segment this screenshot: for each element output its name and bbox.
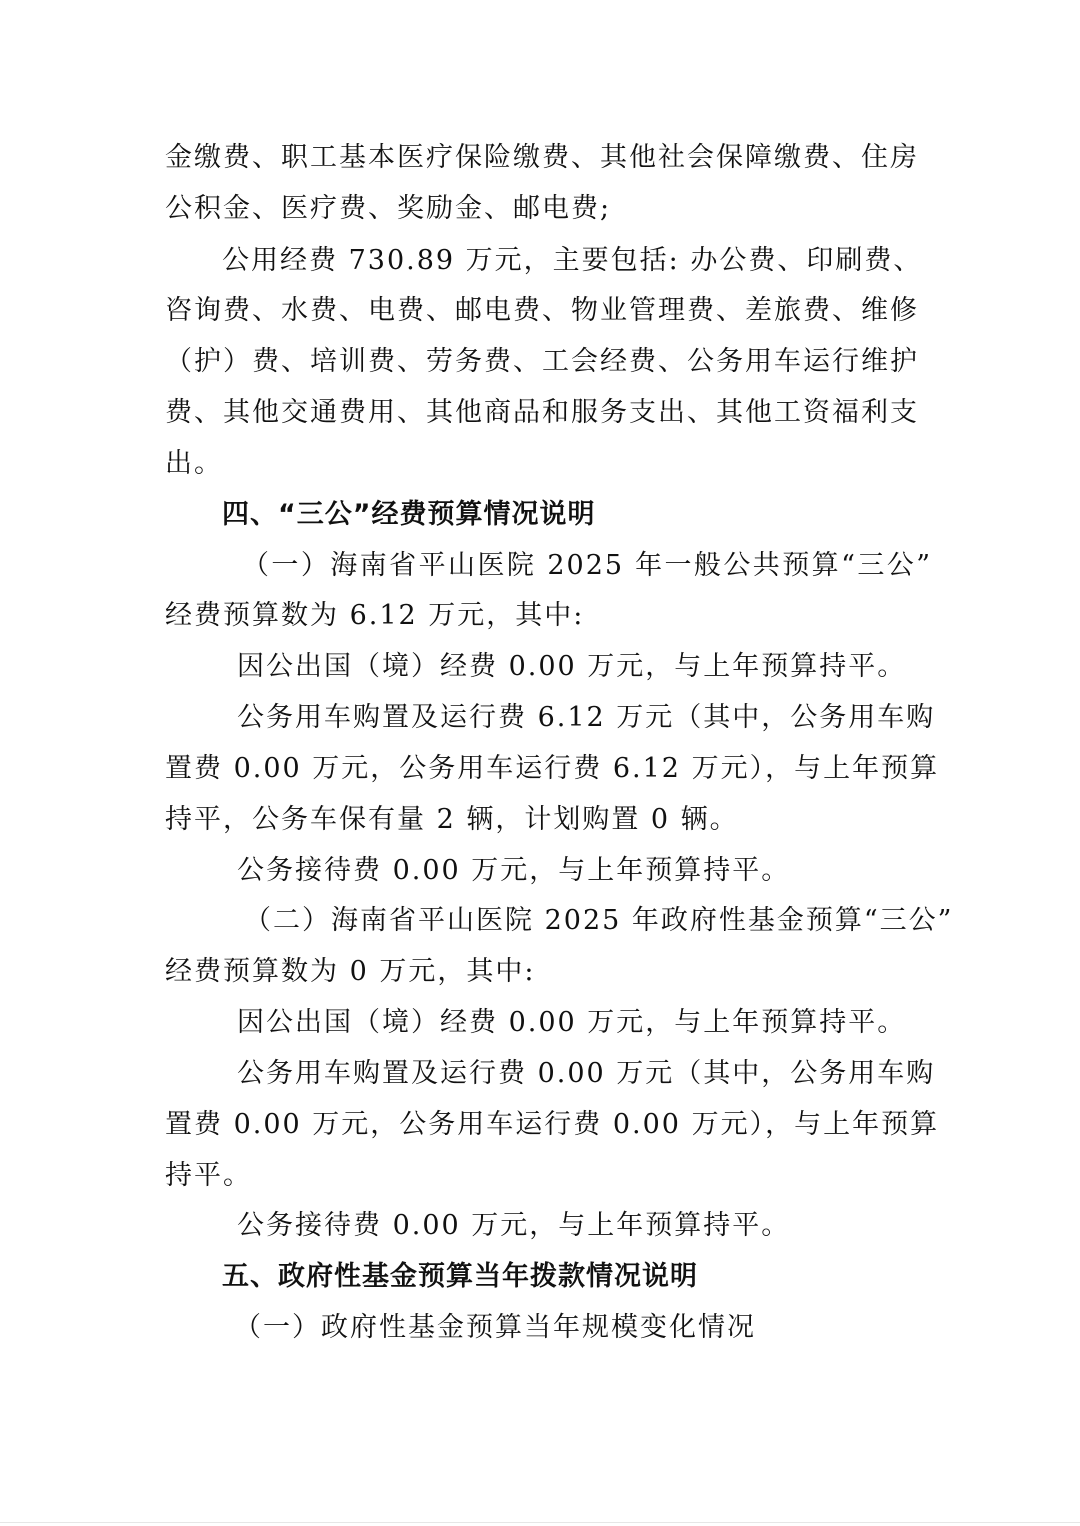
text-line: 公用经费 730.89 万元，主要包括: 办公费、印刷费、 [222,245,923,276]
text-line: 金缴费、职工基本医疗保险缴费、其他社会保障缴费、住房 [165,142,919,173]
text-line: 公务接待费 0.00 万元，与上年预算持平。 [237,1210,791,1241]
text-line: （二）海南省平山医院 2025 年政府性基金预算“三公” [244,905,954,936]
text-line: 因公出国（境）经费 0.00 万元，与上年预算持平。 [237,1007,907,1038]
text-line: 持平，公务车保有量 2 辆，计划购置 0 辆。 [165,804,739,835]
subsection-heading: （一）政府性基金预算当年规模变化情况 [234,1312,756,1343]
text-line: 公务用车购置及运行费 6.12 万元（其中，公务用车购 [237,702,936,733]
text-line: （一）海南省平山医院 2025 年一般公共预算“三公” [242,550,932,581]
section-heading-five: 五、政府性基金预算当年拨款情况说明 [222,1261,698,1292]
text-line: 置费 0.00 万元，公务用车运行费 6.12 万元），与上年预算 [165,753,940,784]
text-line: 经费预算数为 6.12 万元，其中: [165,600,585,631]
text-line: 持平。 [165,1160,252,1191]
text-line: 经费预算数为 0 万元，其中: [165,956,536,987]
text-line: 费、其他交通费用、其他商品和服务支出、其他工资福利支 [165,397,919,428]
text-line: （护）费、培训费、劳务费、工会经费、公务用车运行维护 [165,346,919,377]
text-line: 置费 0.00 万元，公务用车运行费 0.00 万元），与上年预算 [165,1109,940,1140]
text-line: 因公出国（境）经费 0.00 万元，与上年预算持平。 [237,651,907,682]
page-bottom-divider [0,1522,1080,1523]
section-heading-four: 四、“三公”经费预算情况说明 [222,499,596,530]
text-line: 公务用车购置及运行费 0.00 万元（其中，公务用车购 [237,1058,936,1089]
text-line: 公积金、医疗费、奖励金、邮电费; [165,193,612,224]
text-line: 公务接待费 0.00 万元，与上年预算持平。 [237,855,791,886]
text-line: 咨询费、水费、电费、邮电费、物业管理费、差旅费、维修 [165,295,919,326]
text-line: 出。 [165,448,223,479]
